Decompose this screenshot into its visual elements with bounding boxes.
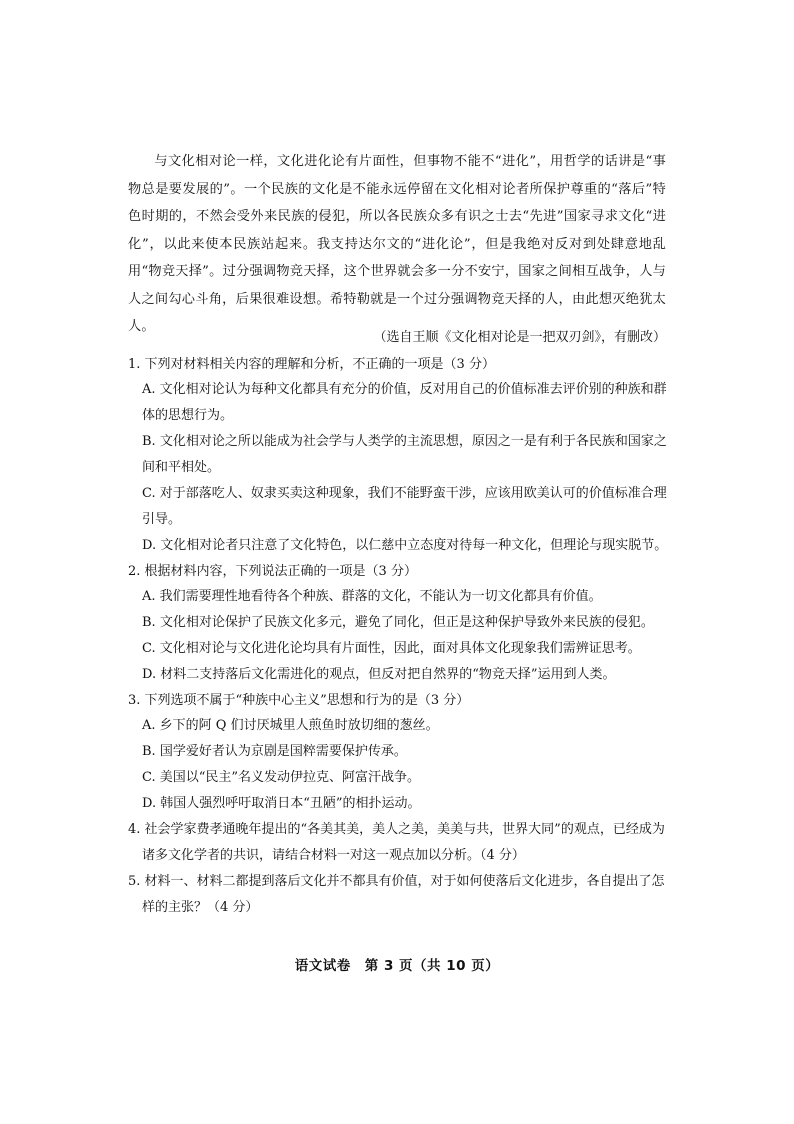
option-a: A. 乡下的阿 Q 们讨厌城里人煎鱼时放切细的葱丝。 — [142, 718, 439, 733]
option-b: B. 文化相对论之所以能成为社会学与人类学的主流思想，原因之一是有利于各民族和国家之间和平相处。 — [142, 434, 667, 475]
option-b: B. 文化相对论保护了民族文化多元，避免了同化，但正是这种保护导致外来民族的侵犯。 — [142, 615, 654, 630]
option-c: C. 对于部落吃人、奴隶买卖这种现象，我们不能野蛮干涉，应该用欧美认可的价值标准合理引导。 — [142, 486, 667, 527]
option-c: C. 文化相对论与文化进化论均具有片面性，因此，面对具体文化现象我们需辨证思考。 — [142, 641, 641, 656]
passage-source: （选自王顺《文化相对论是一把双刃剑》，有删改） — [373, 330, 666, 345]
option-d: D. 文化相对论者只注意了文化特色，以仁慈中立态度对待每一种文化，但理论与现实脱节。 — [142, 538, 668, 553]
option-c: C. 美国以“民主”名义发动伊拉克、阿富汗战争。 — [142, 770, 421, 785]
question-5 — [128, 869, 668, 921]
page-footer: 语文试卷 第 3 页（共 10 页） — [294, 958, 500, 974]
passage — [128, 148, 666, 341]
question-stem: 1. 下列对材料相关内容的理解和分析，不正确的一项是（3 分） — [128, 357, 495, 372]
option-a: A. 我们需要理性地看待各个种族、群落的文化，不能认为一切文化都具有价值。 — [142, 589, 602, 604]
question-stem: 4. 社会学家费孝通晚年提出的“各美其美，美人之美，美美与共，世界大同”的观点，已经成为诸多文化学者的共识，请结合材料一对这一观点加以分析。（4 分） — [128, 822, 665, 863]
question-list — [128, 352, 668, 921]
passage-paragraph: 与文化相对论一样，文化进化论有片面性，但事物不能不“进化”，用哲学的话讲是“事物总是要发展的”。一个民族的文化是不能永远停留在文化相对论者所保护尊重的“落后”特色时期的，不然会受外来民族的侵犯，所以各民族众多有识之士去“先进”国家寻求文化“进化”，以此来使本民族站起来。我支持达尔文的“进化论”，但是我绝对反对到处肆意地乱用“物竞天择”。过分强调物竞天择，这个世界就会多一分不安宁，国家之间相互战争，人与人之间勾心斗角，后果很难设想。希特勒就是一个过分强调物竞天择的人，由此想灭绝犹太人。 — [128, 154, 666, 334]
option-a: A. 文化相对论认为每种文化都具有充分的价值，反对用自己的价值标准去评价别的种族和群体的思想行为。 — [142, 382, 667, 423]
question-stem: 3. 下列选项不属于“种族中心主义”思想和行为的是（3 分） — [128, 693, 470, 708]
question-1 — [128, 352, 668, 559]
question-stem: 2. 根据材料内容，下列说法正确的一项是（3 分） — [128, 564, 417, 579]
question-4 — [128, 817, 668, 869]
option-b: B. 国学爱好者认为京剧是国粹需要保护传承。 — [142, 744, 407, 759]
option-d: D. 材料二支持落后文化需进化的观点，但反对把自然界的“物竞天择”运用到人类。 — [142, 667, 616, 682]
question-2 — [128, 559, 668, 688]
option-d: D. 韩国人强烈呼吁取消日本“丑陋”的相扑运动。 — [142, 796, 421, 811]
question-3 — [128, 688, 668, 817]
question-stem: 5. 材料一、材料二都提到落后文化并不都具有价值，对于如何使落后文化进步，各自提出了怎样的主张？（4 分） — [128, 874, 665, 915]
